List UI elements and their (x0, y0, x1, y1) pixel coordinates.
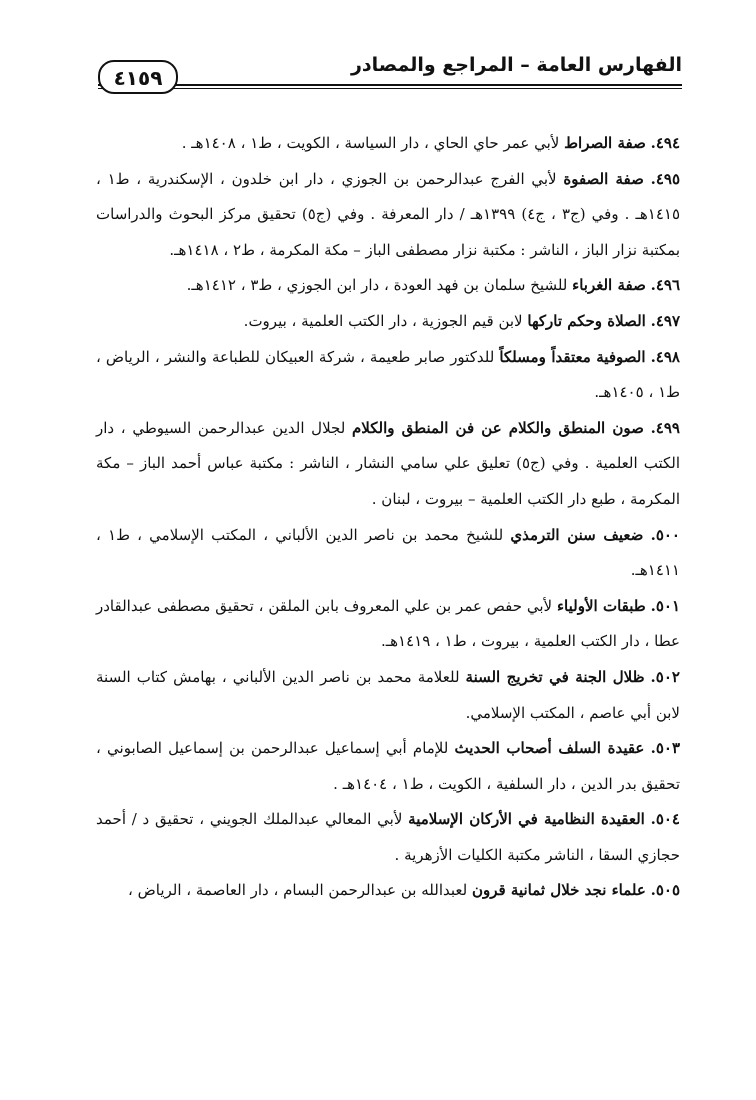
entry-title: صفة الغرباء (572, 276, 646, 295)
bibliography-entry (96, 162, 680, 269)
bibliography-entry (96, 268, 680, 304)
entry-title: العقيدة النظامية في الأركان الإسلامية (408, 810, 645, 829)
bibliography-entry (96, 731, 680, 802)
bibliography-entry (96, 340, 680, 411)
entry-details: للدكتور صابر طعيمة ، شركة العبيكان للطباعة والنشر ، الرياض ، ط١ ، ١٤٠٥هـ. (96, 347, 680, 402)
entry-details: للعلامة محمد بن ناصر الدين الألباني ، بهامش كتاب السنة لابن أبي عاصم ، المكتب الإسلامي. (96, 667, 680, 722)
entry-title: صفة الصفوة (563, 169, 644, 188)
entry-number: ٥٠٠. (650, 525, 680, 544)
entry-number: ٤٩٩. (650, 418, 680, 437)
entry-title: الصلاة وحكم تاركها (527, 311, 646, 330)
entry-number: ٤٩٥. (650, 169, 681, 188)
bibliography-entry (96, 411, 680, 518)
entry-details: للإمام أبي إسماعيل عبدالرحمن بن إسماعيل الصابوني ، تحقيق بدر الدين ، دار السلفية ، الكويت ، ط١ ، ١٤٠٤هـ . (96, 739, 680, 793)
entry-number: ٥٠٤. (650, 810, 680, 829)
entry-title: طبقات الأولياء (556, 596, 646, 615)
entry-details: لأبي الفرج عبدالرحمن بن الجوزي ، دار ابن خلدون ، الإسكندرية ، ط١ ، ١٤١٥هـ . وفي (ج٣ ، ج٤) ١٣٩٩هـ / دار المعرفة . وفي (ج٥) تحقيق مركز البحوث والدراسات بمكتبة نزار الباز ، الناشر : مكتبة نزار مصطفى الباز – مكة المكرمة ، ط٢ ، ١٤١٨هـ. (96, 169, 681, 259)
bibliography-entry (96, 873, 680, 909)
entry-details: لأبي حفص عمر بن علي المعروف بابن الملقن ، تحقيق مصطفى عبدالقادر عطا ، دار الكتب العلمية ، بيروت ، ط١ ، ١٤١٩هـ. (96, 596, 680, 651)
entry-number: ٥٠٥. (650, 881, 680, 900)
entry-title: عقيدة السلف أصحاب الحديث (454, 739, 645, 758)
header-title: الفهارس العامة – المراجع والمصادر (350, 54, 682, 76)
running-header (98, 44, 682, 90)
bibliography-entry (96, 589, 680, 660)
entry-title: الصوفية معتقداً ومسلكاً (499, 347, 646, 366)
entry-title: ظلال الجنة في تخريج السنة (465, 667, 645, 686)
page-number: ٤١٥٩ (98, 60, 178, 94)
entry-number: ٥٠٢. (650, 667, 680, 686)
entry-number: ٥٠١. (650, 596, 680, 615)
bibliography-entry (96, 518, 680, 589)
entry-title: صون المنطق والكلام عن فن المنطق والكلام (351, 418, 644, 437)
entry-title: ضعيف سنن الترمذي (510, 525, 644, 544)
entry-details: لأبي عمر حاي الحاي ، دار السياسة ، الكويت ، ط١ ، ١٤٠٨هـ . (181, 134, 560, 152)
entry-details: لابن قيم الجوزية ، دار الكتب العلمية ، بيروت. (243, 311, 523, 330)
entry-details: لعبدالله بن عبدالرحمن البسام ، دار العاصمة ، الرياض ، (128, 881, 468, 900)
bibliography-entry (96, 126, 680, 162)
entry-number: ٥٠٣. (650, 739, 680, 758)
entry-title: صفة الصراط (564, 134, 646, 152)
header-rule-thin (98, 88, 682, 89)
entry-details: للشيخ محمد بن ناصر الدين الألباني ، المكتب الإسلامي ، ط١ ، ١٤١١هـ. (96, 525, 680, 580)
entry-details: للشيخ سلمان بن فهد العودة ، دار ابن الجوزي ، ط٣ ، ١٤١٢هـ. (186, 276, 568, 295)
entry-number: ٤٩٦. (650, 276, 680, 295)
bibliography-list (96, 126, 680, 909)
entry-number: ٤٩٨. (650, 347, 680, 366)
bibliography-entry (96, 304, 680, 340)
header-rule (98, 84, 682, 86)
entry-number: ٤٩٧. (650, 311, 680, 330)
bibliography-entry (96, 802, 680, 873)
entry-details: لجلال الدين عبدالرحمن السيوطي ، دار الكتب العلمية . وفي (ج٥) تعليق علي سامي النشار ، الناشر : مكتبة عباس أحمد الباز – مكة المكرمة ، طبع دار الكتب العلمية – بيروت ، لبنان . (96, 418, 680, 508)
entry-number: ٤٩٤. (650, 134, 680, 152)
entry-title: علماء نجد خلال ثمانية قرون (471, 881, 646, 900)
entry-details: لأبي المعالي عبدالملك الجويني ، تحقيق د / أحمد حجازي السقا ، الناشر مكتبة الكليات الأزهرية . (96, 810, 680, 864)
bibliography-entry (96, 660, 680, 731)
